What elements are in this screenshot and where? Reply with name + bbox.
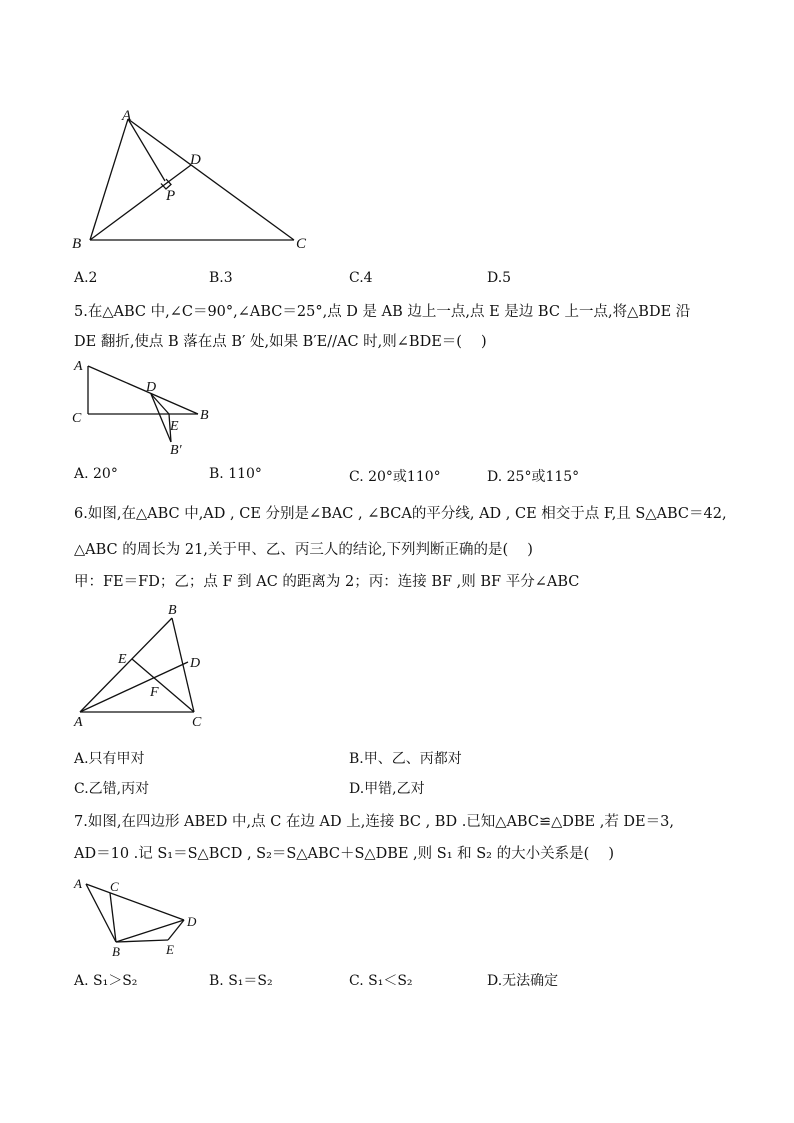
q6-label-f: F (150, 685, 159, 700)
q6-label-c: C (192, 715, 202, 730)
q6-label-d: D (190, 656, 201, 671)
q7-question-line-2: AD＝10 .记 S₁＝S△BCD , S₂＝S△ABC＋S△DBE ,则 S₁ 和 S₂ 的大小关系是( ) (74, 846, 615, 862)
q6-label-e: E (118, 652, 127, 667)
q5-question-line-1: 5.在△ABC 中,∠C＝90°,∠ABC＝25°,点 D 是 AB 边上一点,点 E 是边 BC 上一点,将△BDE 沿 (74, 304, 691, 320)
q6-bisector-diagram (70, 600, 220, 732)
q5-question-line-2: DE 翻折,使点 B 落在点 B′ 处,如果 B′E//AC 时,则∠BDE＝( ) (74, 334, 487, 350)
q6-figure (70, 600, 220, 732)
q7-label-b: B (112, 944, 120, 959)
q6-option-c[interactable]: C.乙错,丙对 (74, 781, 150, 797)
q7-option-d[interactable]: D.无法确定 (487, 973, 559, 989)
q4-option-b[interactable]: B.3 (209, 270, 233, 286)
q4-label-p: P (166, 188, 176, 204)
q4-segment-bd (90, 165, 191, 240)
q4-triangle-diagram (70, 104, 320, 254)
q4-label-b: B (72, 236, 82, 252)
q4-option-a[interactable]: A.2 (74, 270, 98, 286)
q7-figure (70, 872, 210, 962)
q7-label-e: E (166, 942, 174, 957)
q6-option-d[interactable]: D.甲错,乙对 (349, 781, 425, 797)
q7-label-c: C (110, 879, 119, 894)
q6-segment-ce (132, 659, 194, 712)
q4-label-c: C (296, 236, 307, 252)
q5-option-d[interactable]: D. 25°或115° (487, 469, 580, 485)
q7-question-line-1: 7.如图,在四边形 ABED 中,点 C 在边 AD 上,连接 BC , BD .已知△ABC≌△DBE ,若 DE＝3, (74, 814, 674, 830)
q7-label-d: D (187, 914, 197, 929)
q5-figure (70, 356, 220, 460)
q4-side-ac (128, 119, 294, 240)
q5-label-c: C (72, 411, 82, 426)
q5-option-b[interactable]: B. 110° (209, 466, 262, 482)
q7-side-ad (86, 884, 184, 920)
q6-question-line-2: △ABC 的周长为 21,关于甲、乙、丙三人的结论,下列判断正确的是( ) (74, 542, 533, 558)
q4-figure (70, 104, 320, 254)
q7-label-a: A (74, 876, 82, 891)
q6-question-line-3: 甲：FE＝FD；乙；点 F 到 AC 的距离为 2；丙：连接 BF ,则 BF 平分∠ABC (74, 574, 580, 590)
q5-side-ab (88, 366, 198, 414)
q4-option-c[interactable]: C.4 (349, 270, 373, 286)
q6-option-b[interactable]: B.甲、乙、丙都对 (349, 751, 462, 767)
q5-option-a[interactable]: A. 20° (74, 466, 118, 482)
q7-side-be (116, 940, 168, 942)
q6-label-b: B (168, 603, 177, 618)
q7-segment-bd (116, 920, 184, 942)
q5-label-b-prime: B′ (170, 443, 182, 458)
q5-fold-diagram (70, 356, 220, 460)
q6-question-line-1: 6.如图,在△ABC 中,AD , CE 分别是∠BAC , ∠BCA的平分线, AD , CE 相交于点 F,且 S△ABC＝42, (74, 506, 727, 522)
q4-label-a: A (122, 108, 132, 124)
q5-label-e: E (170, 419, 179, 434)
q4-label-d: D (190, 152, 201, 168)
q6-label-a: A (74, 715, 83, 730)
q7-option-c[interactable]: C. S₁＜S₂ (349, 973, 413, 989)
q6-segment-ad (80, 662, 188, 712)
q7-segment-bc (110, 893, 116, 942)
q5-option-c[interactable]: C. 20°或110° (349, 469, 441, 485)
q4-option-d[interactable]: D.5 (487, 270, 512, 286)
q5-label-d: D (146, 380, 157, 395)
q5-label-a: A (74, 359, 83, 374)
q4-segment-ap (128, 119, 165, 181)
q6-option-a[interactable]: A.只有甲对 (74, 751, 145, 767)
q5-label-b: B (200, 408, 209, 423)
q7-quadrilateral-diagram (70, 872, 210, 962)
q4-side-ab (90, 119, 128, 240)
q7-option-b[interactable]: B. S₁＝S₂ (209, 973, 273, 989)
q7-option-a[interactable]: A. S₁＞S₂ (74, 973, 138, 989)
